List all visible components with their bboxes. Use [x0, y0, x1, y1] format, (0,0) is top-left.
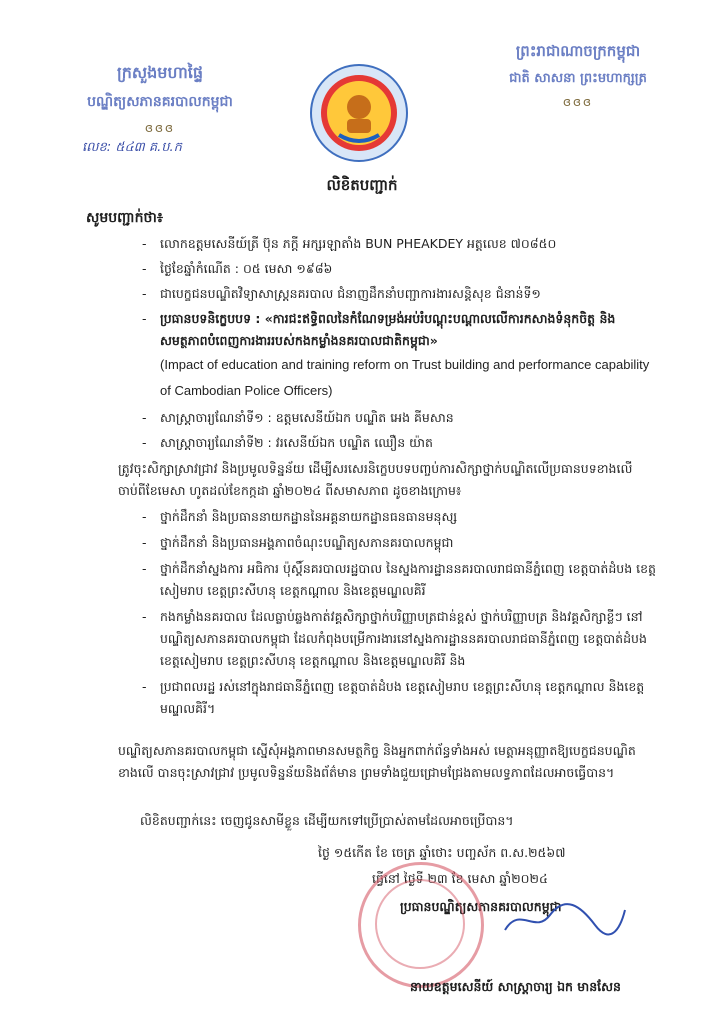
- candidate-details: [138, 233, 658, 457]
- lunar-date: ថ្ងៃ ១៥កើត ខែ ចេត្រ ឆ្នាំថោះ បញ្ចស័ក ព.ស.២៥៦៧: [318, 845, 566, 860]
- detail-name: - លោកឧត្តមសេនីយ៍ត្រី ប៊ុន ភក្ដី អក្សរឡាតាំង BUN PHEAKDEY អត្តលេខ ៧០៨៥០: [138, 233, 658, 255]
- thesis-title-english: (Impact of education and training reform on Trust building and performance capability of Cambodian Police Officers): [160, 357, 650, 398]
- confirm-label: សូមបញ្ជាក់ថា៖: [86, 210, 163, 226]
- detail-thesis-title: - ប្រធានបទនិក្ខេបបទ : «ការជះឥទ្ធិពលនៃកំណែទម្រង់អប់រំបណ្តុះបណ្តាលលើការកសាងទំនុកចិត្ត និងសមត្ថភាពបំពេញការងាររបស់កងកម្លាំងនគរបាលជាតិកម្ពុជា» (Impact of education and training reform on Trust building and performance capability of Cambodian Police Officers): [138, 308, 658, 404]
- research-paragraph: ត្រូវចុះសិក្សាស្រាវជ្រាវ និងប្រមូលទិន្នន័យ ដើម្បីសរសេរនិក្ខេបបទបញ្ចប់ការសិក្សាថ្នាក់បណ្ឌិតលើប្រធានបទខាងលើ ចាប់ពីខែមេសា ហូតដល់ខែកក្កដា ឆ្នាំ២០២៤ ពីសមាសភាព ដូចខាងក្រោម៖: [118, 461, 633, 498]
- ornament-divider-right: ɞɞɞ: [563, 95, 593, 109]
- kingdom-header: [478, 42, 678, 109]
- official-stamp: [358, 862, 484, 988]
- research-groups: [138, 506, 658, 724]
- group-item: - ថ្នាក់ដឹកនាំស្នងការ អធិការ ប៉ុស្តិ៍នគរបាលរដ្ឋបាល នៃស្នងការដ្ឋាននគរបាលរាជធានីភ្នំពេញ ខេត្តបាត់ដំបង ខេត្តសៀមរាប ខេត្តព្រះសីហនុ ខេត្តកណ្ដាល និងខេត្តមណ្ឌលគិរី: [138, 558, 658, 602]
- closing-paragraph: លិខិតបញ្ជាក់នេះ ចេញជូនសាមីខ្លួន ដើម្បីយកទៅប្រើប្រាស់តាមដែលអាចប្រើបាន។: [140, 813, 514, 828]
- group-item: - ថ្នាក់ដឹកនាំ និងប្រធាននាយកដ្ឋាននៃអគ្គនាយកដ្ឋានធនធានមនុស្ស: [138, 506, 658, 528]
- group-item: - ថ្នាក់ដឹកនាំ និងប្រធានអង្គភាពចំណុះបណ្ឌិត្យសភានគរបាលកម្ពុជា: [138, 532, 658, 554]
- solar-date: ធ្វើនៅ ថ្ងៃទី ២៣ ខែ មេសា ឆ្នាំ២០២៤: [372, 871, 548, 886]
- detail-advisor-2: - សាស្ត្រាចារ្យណែនាំទី២ : វរសេនីយ៍ឯក បណ្ឌិត ឈឿន យ៉ាត: [138, 432, 658, 454]
- group-item: - ប្រជាពលរដ្ឋ រស់នៅក្នុងរាជធានីភ្នំពេញ ខេត្តបាត់ដំបង ខេត្តសៀមរាប ខេត្តព្រះសីហនុ ខេត្តកណ្ដាល និងខេត្តមណ្ឌលគិរី។: [138, 676, 658, 720]
- detail-program: - ជាបេក្ខជនបណ្ឌិតវិទ្យាសាស្ត្រនគរបាល ជំនាញដឹកនាំបញ្ជាការងារសន្តិសុខ ជំនាន់ទី១: [138, 283, 658, 305]
- ministry-header: [60, 62, 260, 158]
- detail-birthdate: - ថ្ងៃខែឆ្នាំកំណើត : ០៥ មេសា ១៩៨៦: [138, 258, 658, 280]
- document-title: លិខិតបញ្ជាក់: [326, 176, 398, 194]
- reference-number: លេខ: ៥៤៣ គ.ប.ក: [82, 140, 182, 155]
- police-emblem-icon: [309, 63, 409, 163]
- ministry-name: ក្រសួងមហាផ្ទៃ: [116, 63, 203, 82]
- request-paragraph: បណ្ឌិត្យសភានគរបាលកម្ពុជា ស្នើសុំអង្គភាពមានសមត្ថកិច្ច និងអ្នកពាក់ព័ន្ធទាំងអស់ មេត្តាអនុញ្ញាតឱ្យបេក្ខជនបណ្ឌិតខាងលើ បានចុះស្រាវជ្រាវ ប្រមូលទិន្នន័យនិងព័ត៌មាន ព្រមទាំងជួយជ្រោមជ្រែងតាមលទ្ធភាពដែលអាចធ្វើបាន។: [118, 743, 636, 780]
- group-item: - កងកម្លាំងនគរបាល ដែលធ្លាប់ឆ្លងកាត់វគ្គសិក្សាថ្នាក់បរិញ្ញាបត្រជាន់ខ្ពស់ ថ្នាក់បរិញ្ញាបត្រ និងវគ្គសិក្សាខ្លីៗ នៅបណ្ឌិត្យសភានគរបាលកម្ពុជា ដែលកំពុងបម្រើការងារនៅស្នងការដ្ឋាននគរបាលរាជធានីភ្នំពេញ ខេត្តបាត់ដំបង ខេត្តសៀមរាប ខេត្តព្រះសីហនុ ខេត្តកណ្ដាល និងខេត្តមណ្ឌលគិរី និង: [138, 606, 658, 672]
- ornament-divider: ɞɞɞ: [145, 121, 175, 135]
- kingdom-name: ព្រះរាជាណាចក្រកម្ពុជា: [515, 42, 641, 60]
- handwritten-signature-icon: [500, 900, 630, 940]
- detail-advisor-1: - សាស្ត្រាចារ្យណែនាំទី១ : ឧត្តមសេនីយ៍ឯក បណ្ឌិត អេង គីមសាន: [138, 407, 658, 429]
- signatory-position: ប្រធានបណ្ឌិត្យសភានគរបាលកម្ពុជា: [400, 899, 562, 914]
- academy-name: បណ្ឌិត្យសភានគរបាលកម្ពុជា: [87, 94, 233, 110]
- national-motto: ជាតិ សាសនា ព្រះមហាក្សត្រ: [509, 71, 647, 86]
- signatory-name: នាយឧត្តមសេនីយ៍ សាស្ត្រាចារ្យ ឯក មានសែន: [410, 979, 621, 994]
